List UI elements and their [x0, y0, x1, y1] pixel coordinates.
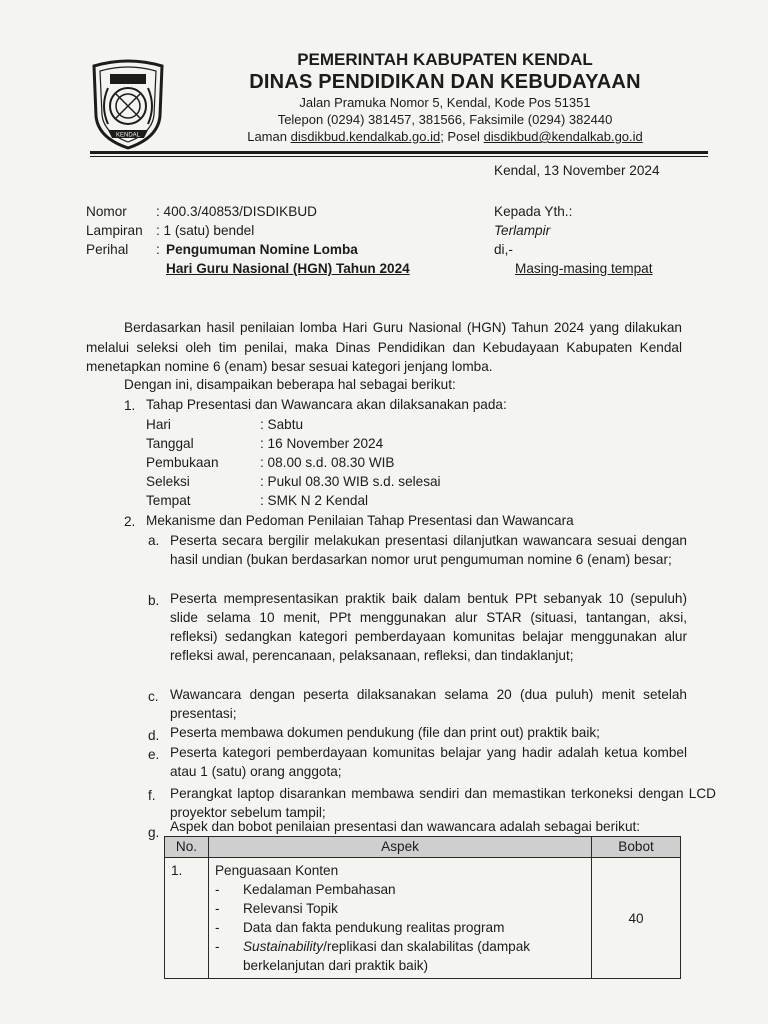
- dash-bullet: -: [214, 920, 220, 935]
- email-link[interactable]: disdikbud@kendalkab.go.id: [483, 129, 643, 144]
- column-header-no: No.: [165, 837, 209, 858]
- perihal-line2: Hari Guru Nasional (HGN) Tahun 2024: [166, 261, 410, 276]
- aspek-point: [215, 937, 585, 975]
- sub-d-marker: d.: [148, 728, 160, 743]
- perihal-label: Perihal: [86, 242, 129, 257]
- schedule-label-tempat: Tempat: [146, 493, 191, 508]
- aspek-point-text: Data dan fakta pendukung realitas program: [242, 920, 505, 935]
- government-name: PEMERINTAH KABUPATEN KENDAL: [297, 50, 593, 69]
- cell-aspek: [208, 858, 591, 979]
- table-row: [165, 858, 681, 979]
- intro-paragraph: Berdasarkan hasil penilaian lomba Hari Guru Nasional (HGN) Tahun 2024 yang dilakukan melalui seleksi oleh tim penilai, maka Dinas Pendidikan dan Kebudayaan Kabupaten Kendal menetapkan nomine 6 (enam) besar sesuai kategori jenjang lomba.: [86, 320, 682, 374]
- letterhead-rule-thick: [90, 151, 708, 154]
- aspek-point-italic: Sustainability: [242, 939, 324, 954]
- dash-bullet: -: [214, 901, 220, 916]
- sub-c-text: Wawancara dengan peserta dilaksanakan selama 20 (dua puluh) menit setelah presentasi;: [170, 687, 687, 721]
- schedule-label-hari: Hari: [146, 417, 171, 432]
- lead-text: Dengan ini, disampaikan beberapa hal sebagai berikut:: [124, 377, 456, 392]
- nomor-value: : 400.3/40853/DISDIKBUD: [156, 204, 317, 219]
- aspek-point: [215, 918, 585, 937]
- letterhead-rule-thin: [90, 156, 708, 157]
- sub-g-marker: g.: [148, 825, 160, 840]
- schedule-value-hari: : Sabtu: [260, 417, 304, 432]
- lampiran-label: Lampiran: [86, 223, 143, 238]
- perihal-colon: :: [156, 242, 160, 257]
- dash-bullet: -: [214, 882, 220, 897]
- sub-d-text: Peserta membawa dokumen pendukung (file dan print out) praktik baik;: [170, 725, 600, 740]
- letter-date: Kendal, 13 November 2024: [494, 163, 660, 178]
- item1-marker: 1.: [124, 398, 136, 413]
- aspek-point: [215, 899, 585, 918]
- recipient-di: di,-: [494, 242, 513, 257]
- website-link[interactable]: disdikbud.kendalkab.go.id: [290, 129, 441, 144]
- assessment-table: [164, 836, 681, 979]
- department-name: DINAS PENDIDIKAN DAN KEBUDAYAAN: [249, 71, 641, 93]
- sub-f-text: Perangkat laptop disarankan membawa sendiri dan memastikan terkoneksi dengan LCD proyektor sebelum tampil;: [170, 786, 716, 820]
- web-prefix: Laman: [247, 129, 291, 144]
- schedule-value-tanggal: : 16 November 2024: [260, 436, 384, 451]
- item2-text: Mekanisme dan Pedoman Penilaian Tahap Presentasi dan Wawancara: [146, 513, 574, 528]
- table-header-row: [165, 837, 681, 858]
- lampiran-value: : 1 (satu) bendel: [156, 223, 255, 238]
- recipient-name: Terlampir: [494, 223, 551, 238]
- schedule-value-tempat: : SMK N 2 Kendal: [260, 493, 369, 508]
- schedule-value-seleksi: : Pukul 08.30 WIB s.d. selesai: [260, 474, 441, 489]
- dash-bullet: -: [214, 939, 220, 954]
- recipient-greeting: Kepada Yth.:: [494, 204, 573, 219]
- sub-c-marker: c.: [148, 689, 159, 704]
- aspek-title: Penguasaan Konten: [214, 863, 339, 878]
- sub-g-text: Aspek dan bobot penilaian presentasi dan wawancara adalah sebagai berikut:: [170, 819, 641, 834]
- item1-text: Tahap Presentasi dan Wawancara akan dilaksanakan pada:: [146, 397, 507, 412]
- kendal-coat-of-arms-icon: [86, 58, 170, 150]
- aspek-point-text: /replikasi dan skalabilitas (dampak berkelanjutan dari praktik baik): [242, 939, 531, 973]
- cell-bobot: 40: [592, 858, 681, 979]
- schedule-label-tanggal: Tanggal: [146, 436, 194, 451]
- sub-a-marker: a.: [148, 533, 160, 548]
- schedule-label-pembukaan: Pembukaan: [146, 455, 219, 470]
- aspek-point-text: Relevansi Topik: [242, 901, 338, 916]
- item2-marker: 2.: [124, 514, 136, 529]
- column-header-aspek: Aspek: [208, 837, 591, 858]
- schedule-value-pembukaan: : 08.00 s.d. 08.30 WIB: [260, 455, 395, 470]
- cell-no: 1.: [165, 858, 209, 979]
- sub-a-text: Peserta secara bergilir melakukan presentasi dilanjutkan wawancara sesuai dengan hasil undian (bukan berdasarkan nomor urut pengumuman nomine 6 (enam) besar;: [170, 533, 687, 567]
- column-header-bobot: Bobot: [592, 837, 681, 858]
- aspek-point: [215, 880, 585, 899]
- schedule-label-seleksi: Seleksi: [146, 474, 190, 489]
- aspek-point-text: Kedalaman Pembahasan: [242, 882, 396, 897]
- nomor-label: Nomor: [86, 204, 127, 219]
- letterhead: [180, 50, 710, 145]
- sub-e-marker: e.: [148, 747, 160, 762]
- logo-text: KENDAL: [115, 132, 141, 139]
- perihal-line1: Pengumuman Nomine Lomba: [166, 242, 358, 257]
- sub-e-text: Peserta kategori pemberdayaan komunitas belajar yang hadir adalah ketua kombel atau 1 (satu) orang anggota;: [170, 745, 687, 779]
- address-line: Jalan Pramuka Nomor 5, Kendal, Kode Pos 51351: [299, 95, 591, 110]
- mail-prefix: ; Posel: [440, 129, 484, 144]
- sub-b-text: Peserta mempresentasikan praktik baik dalam bentuk PPt sebanyak 10 (sepuluh) slide selama 10 menit, PPt menggunakan alur STAR (situasi, tantangan, aksi, refleksi) sedangkan kategori pemberdayaan komunitas belajar menggunakan alur refleksi awal, perencanaan, pelaksanaan, refleksi, dan tindaklanjut;: [170, 591, 687, 663]
- sub-f-marker: f.: [148, 788, 156, 803]
- recipient-place: Masing-masing tempat: [515, 261, 653, 276]
- web-mail-line: [180, 128, 710, 145]
- sub-b-marker: b.: [148, 593, 160, 608]
- phone-line: Telepon (0294) 381457, 381566, Faksimile (0294) 382440: [277, 112, 613, 127]
